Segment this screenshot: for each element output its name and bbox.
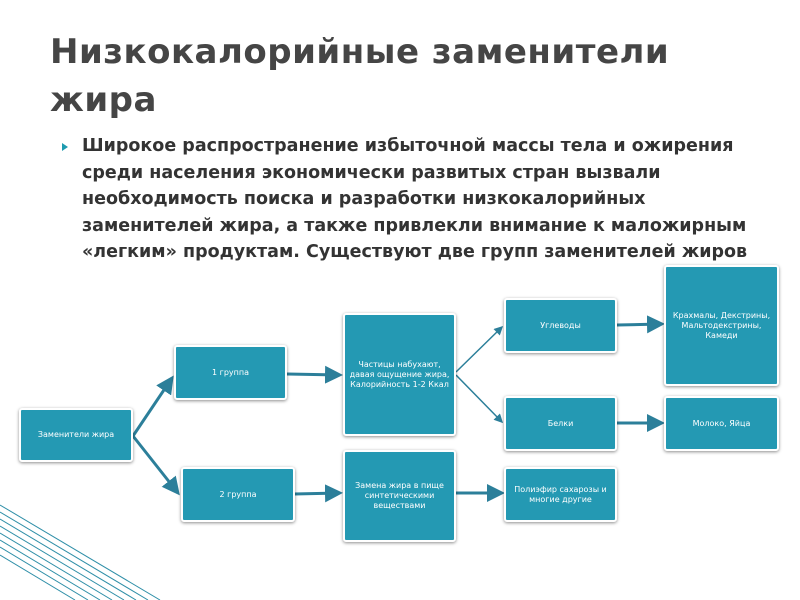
node-group-1-description — [343, 313, 456, 436]
node-label: Углеводы — [540, 320, 581, 330]
node-label: Частицы набухают, давая ощущение жира, Калорийность 1-2 Ккал — [349, 359, 450, 389]
arrow-carbs-examples — [617, 324, 662, 325]
slide-title: Низкокалорийные заменители жира — [50, 32, 670, 120]
node-label: Крахмалы, Декстрины, Мальтодекстрины, Камеди — [672, 310, 771, 340]
node-group-2-description — [343, 450, 456, 542]
arrow-desc-proteins — [456, 375, 502, 422]
node-group-1 — [174, 345, 287, 400]
arrow-root-group2 — [133, 436, 178, 493]
node-label: Белки — [547, 418, 574, 428]
node-label: Молоко, Яйца — [692, 418, 751, 428]
node-fat-substitutes — [19, 408, 133, 462]
bullet-text: Широкое распространение избыточной массы тела и ожирения среди населения экономически развитых стран вызвали необходимость поиска и разработки низкокалорийных заменителей жира, а также привлекли внимание к маложирным «легким» продуктам. Существуют две групп заменителей жиров — [82, 136, 748, 262]
node-label: Замена жира в пище синтетическими веществами — [355, 481, 444, 510]
node-carbohydrate-examples — [664, 265, 779, 386]
node-label: Полиэфир сахарозы и многие другие — [514, 484, 607, 504]
arrow-root-group1 — [133, 378, 172, 436]
node-sucrose-polyester — [504, 467, 617, 522]
node-carbohydrates — [504, 298, 617, 353]
arrow-group2-desc — [294, 493, 340, 494]
arrow-group1-desc — [287, 374, 340, 375]
node-label: Заменители жира — [37, 430, 115, 439]
node-proteins — [504, 396, 617, 451]
arrow-desc-carbs — [456, 327, 502, 372]
node-group-2 — [181, 467, 295, 522]
node-label: 1 группа — [211, 367, 249, 377]
node-label: 2 группа — [219, 489, 257, 499]
node-protein-examples — [664, 396, 779, 451]
